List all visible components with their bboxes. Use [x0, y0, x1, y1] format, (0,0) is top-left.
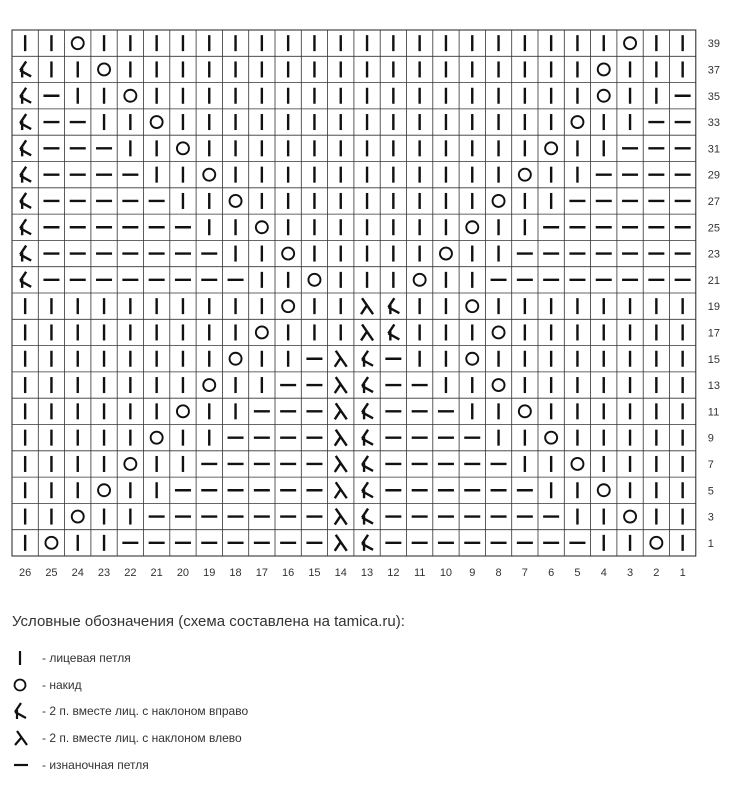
column-number: 12: [387, 567, 400, 579]
column-number: 7: [521, 567, 528, 579]
row-number: 23: [707, 248, 721, 261]
row-number: 17: [707, 327, 721, 340]
row-number: 13: [707, 380, 721, 393]
column-number: 13: [360, 567, 374, 579]
row-number: 31: [707, 143, 721, 156]
legend-text: - накид: [42, 678, 82, 692]
k2tog-right-icon: [12, 701, 34, 721]
row-number: 21: [707, 274, 721, 287]
purl-stitch-icon: [12, 755, 34, 775]
legend-item-yarn-over: [12, 675, 82, 695]
legend-text: - 2 п. вместе лиц. с наклоном вправо: [42, 704, 249, 718]
row-number: 9: [707, 432, 714, 445]
column-number: 21: [150, 567, 163, 579]
legend-text: - лицевая петля: [42, 651, 131, 665]
row-number: 5: [707, 485, 714, 498]
column-number: 4: [600, 567, 607, 579]
row-number: 37: [707, 64, 721, 77]
row-number: 33: [707, 117, 721, 130]
row-number: 19: [707, 301, 721, 314]
row-number: 39: [707, 38, 721, 51]
row-number: 15: [707, 353, 721, 366]
legend-item-k2tog-left: [12, 728, 242, 748]
row-number: 29: [707, 169, 721, 182]
legend-item-k2tog-right: [12, 701, 248, 721]
column-number: 6: [548, 567, 555, 579]
column-number: 17: [255, 567, 268, 579]
legend-text: - изнаночная петля: [42, 758, 149, 772]
column-number: 19: [203, 567, 216, 579]
column-number: 22: [124, 567, 137, 579]
column-number: 25: [45, 567, 58, 579]
column-number: 14: [334, 567, 347, 579]
column-number: 23: [97, 567, 111, 579]
row-number: 3: [707, 511, 714, 524]
knit-stitch-icon: [12, 648, 34, 668]
column-number: 20: [176, 567, 190, 579]
column-number: 16: [282, 567, 295, 579]
row-number: 35: [707, 90, 721, 103]
row-number: 25: [707, 222, 721, 235]
column-number: 24: [71, 567, 84, 579]
column-number: 18: [229, 567, 242, 579]
yarn-over-icon: [12, 675, 34, 695]
column-number: 15: [308, 567, 321, 579]
column-number: 1: [679, 567, 686, 579]
row-number: 7: [707, 458, 714, 471]
column-number: 5: [574, 567, 581, 579]
legend-item-knit: [12, 648, 131, 668]
row-number: 11: [707, 406, 720, 419]
row-number: 1: [707, 537, 714, 550]
column-number: 9: [469, 567, 476, 579]
column-number: 11: [413, 567, 426, 579]
column-number: 26: [19, 567, 32, 579]
column-number: 10: [439, 567, 453, 579]
legend-text: - 2 п. вместе лиц. с наклоном влево: [42, 731, 242, 745]
column-number: 8: [495, 567, 502, 579]
row-number: 27: [707, 195, 721, 208]
k2tog-left-icon: [12, 728, 34, 748]
legend-item-purl: [12, 755, 149, 775]
legend-title: Условные обозначения (схема составлена на tamica.ru):: [12, 613, 405, 630]
column-number: 2: [653, 567, 660, 579]
column-number: 3: [626, 567, 634, 579]
